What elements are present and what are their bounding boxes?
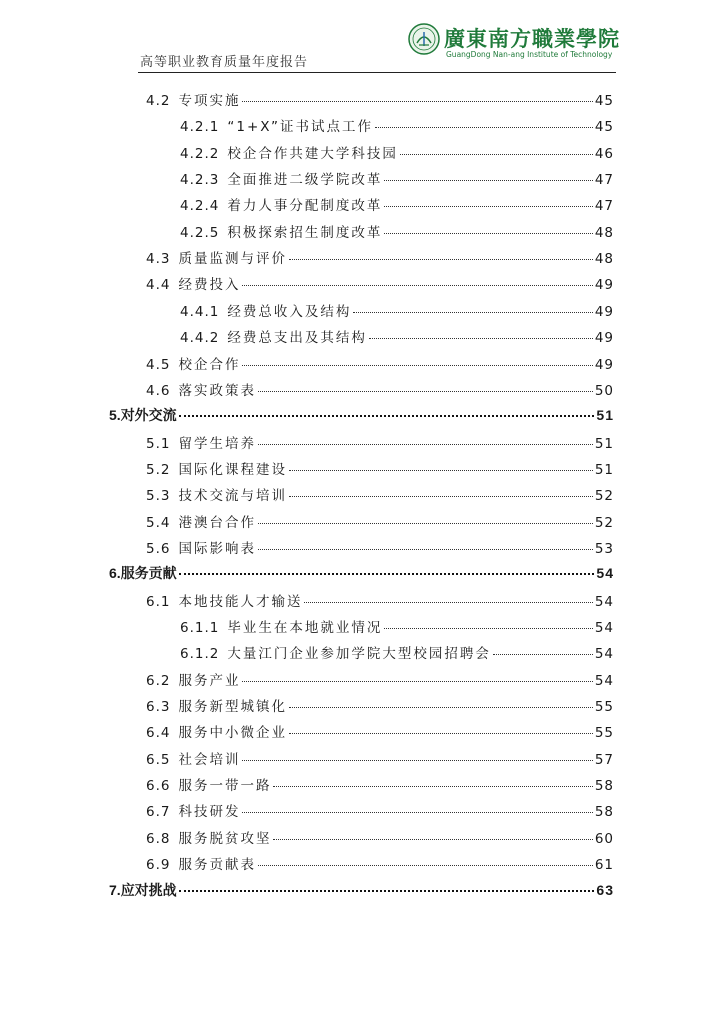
- toc-entry-title: 大量江门企业参加学院大型校园招聘会: [227, 646, 491, 663]
- toc-entry[interactable]: [146, 590, 614, 614]
- toc-entry[interactable]: [146, 89, 614, 113]
- toc-entry-title: 本地技能人才输送: [178, 593, 303, 610]
- toc-entry-number: 4.3: [146, 251, 171, 268]
- toc-entry-title: 校企合作共建大学科技园: [227, 145, 398, 162]
- toc-entry-number: 6.7: [146, 804, 171, 821]
- toc-dot-leader: [258, 865, 593, 866]
- toc-dot-leader: [242, 681, 592, 682]
- toc-dot-leader: [242, 812, 592, 813]
- toc-page-number: 45: [594, 119, 614, 136]
- toc-page-number: 49: [594, 303, 614, 320]
- toc-dot-leader: [384, 233, 592, 234]
- toc-dot-leader: [304, 602, 592, 603]
- toc-dot-leader: [289, 707, 593, 708]
- toc-dot-leader: [353, 312, 592, 313]
- toc-entry[interactable]: [146, 800, 614, 824]
- college-logo-english: GuangDong Nan-ang Institute of Technology: [446, 50, 613, 59]
- toc-dot-leader: [242, 101, 592, 102]
- toc-entry-number: 4.2.4: [180, 198, 220, 215]
- toc-entry-title: 服务中小微企业: [178, 725, 287, 742]
- toc-entry-number: 4.5: [146, 356, 171, 373]
- toc-entry-number: 4.4.1: [180, 303, 220, 320]
- toc-entry-number: 5.2: [146, 461, 171, 478]
- toc-dot-leader: [258, 523, 593, 524]
- toc-dot-leader: [400, 154, 593, 155]
- toc-entry-title: 国际影响表: [178, 540, 256, 557]
- toc-entry-number: 4.6: [146, 382, 171, 399]
- toc-entry-title: “1+X”证书试点工作: [227, 119, 373, 136]
- toc-entry-number: 6.5: [146, 751, 171, 768]
- toc-entry-number: 5.: [109, 407, 121, 424]
- toc-entry[interactable]: [146, 721, 614, 745]
- toc-entry[interactable]: [146, 669, 614, 693]
- toc-page-number: 57: [594, 751, 614, 768]
- toc-page-number: 63: [596, 881, 614, 898]
- toc-page-number: 51: [594, 461, 614, 478]
- toc-entry-title: 经费总支出及其结构: [227, 330, 367, 347]
- toc-entry[interactable]: [109, 405, 614, 429]
- toc-dot-leader: [384, 628, 592, 629]
- toc-entry-number: 6.2: [146, 672, 171, 689]
- toc-entry-number: 4.4.2: [180, 330, 220, 347]
- toc-entry[interactable]: [109, 880, 614, 904]
- toc-dot-leader: [289, 259, 593, 260]
- toc-entry-title: 落实政策表: [178, 382, 256, 399]
- toc-page-number: 61: [594, 857, 614, 874]
- toc-page-number: 54: [596, 565, 614, 582]
- toc-dot-leader: [179, 890, 595, 892]
- toc-entry[interactable]: [146, 432, 614, 456]
- toc-dot-leader: [369, 338, 593, 339]
- toc-entry-title: 服务贡献: [120, 565, 177, 582]
- toc-entry-title: 港澳台合作: [178, 514, 256, 531]
- toc-dot-leader: [273, 839, 592, 840]
- toc-entry[interactable]: [180, 642, 614, 666]
- toc-entry[interactable]: [146, 353, 614, 377]
- toc-entry[interactable]: [146, 273, 614, 297]
- toc-entry-number: 4.2.5: [180, 224, 220, 241]
- toc-page-number: 49: [594, 330, 614, 347]
- toc-page-number: 49: [594, 277, 614, 294]
- toc-dot-leader: [375, 127, 593, 128]
- toc-entry-number: 6.9: [146, 857, 171, 874]
- toc-page-number: 51: [596, 407, 614, 424]
- toc-entry[interactable]: [180, 616, 614, 640]
- toc-entry[interactable]: [146, 827, 614, 851]
- toc-entry-title: 经费投入: [178, 277, 241, 294]
- toc-entry-number: 6.4: [146, 725, 171, 742]
- toc-page-number: 45: [594, 93, 614, 109]
- toc-entry-title: 科技研发: [178, 804, 241, 821]
- toc-entry-title: 毕业生在本地就业情况: [227, 620, 383, 636]
- toc-entry-title: 国际化课程建设: [178, 461, 287, 478]
- toc-entry[interactable]: [146, 511, 614, 535]
- toc-page-number: 54: [594, 593, 614, 610]
- college-logo-name: 廣東南方職業學院: [444, 26, 620, 51]
- toc-entry-title: 积极探索招生制度改革: [227, 224, 383, 241]
- toc-page-number: 47: [594, 172, 614, 189]
- toc-entry-title: 全面推进二级学院改革: [227, 172, 383, 189]
- toc-entry-number: 6.1.1: [180, 620, 220, 636]
- toc-dot-leader: [289, 733, 593, 734]
- toc-entry-title: 应对挑战: [120, 881, 177, 898]
- toc-entry-number: 6.1.2: [180, 646, 220, 663]
- toc-dot-leader: [179, 573, 595, 575]
- toc-entry-title: 服务新型城镇化: [178, 699, 287, 716]
- toc-page-number: 54: [594, 646, 614, 663]
- toc-page-number: 49: [594, 356, 614, 373]
- toc-entry[interactable]: [180, 300, 614, 324]
- toc-dot-leader: [258, 549, 593, 550]
- toc-entry[interactable]: [109, 563, 614, 587]
- toc-entry-title: 留学生培养: [178, 435, 256, 452]
- toc-dot-leader: [384, 180, 592, 181]
- toc-entry-number: 6.: [109, 565, 121, 582]
- college-emblem-icon: [408, 23, 440, 55]
- toc-page-number: 47: [594, 198, 614, 215]
- toc-entry-number: 6.6: [146, 778, 171, 795]
- toc-entry-number: 4.2.2: [180, 145, 220, 162]
- toc-entry-title: 服务一带一路: [178, 778, 272, 795]
- toc-entry-title: 专项实施: [178, 93, 241, 109]
- toc-entry[interactable]: [146, 537, 614, 561]
- toc-entry-number: 4.2: [146, 93, 171, 109]
- toc-page-number: 58: [594, 778, 614, 795]
- toc-entry-title: 校企合作: [178, 356, 241, 373]
- toc-dot-leader: [242, 760, 592, 761]
- toc-dot-leader: [258, 391, 593, 392]
- toc-entry-number: 4.2.3: [180, 172, 220, 189]
- toc-entry-number: 7.: [109, 881, 121, 898]
- toc-page-number: 48: [594, 251, 614, 268]
- toc-dot-leader: [289, 496, 593, 497]
- toc-entry-title: 服务贡献表: [178, 857, 256, 874]
- header-divider: [138, 72, 616, 73]
- toc-entry-number: 5.3: [146, 488, 171, 505]
- page-header: [0, 0, 724, 80]
- toc-page-number: 53: [594, 540, 614, 557]
- toc-entry-title: 经费总收入及结构: [227, 303, 352, 320]
- toc-entry-title: 对外交流: [120, 407, 177, 424]
- toc-entry[interactable]: [146, 458, 614, 482]
- toc-entry[interactable]: [180, 326, 614, 350]
- toc-entry[interactable]: [146, 484, 614, 508]
- toc-entry-number: 5.4: [146, 514, 171, 531]
- toc-page-number: 54: [594, 672, 614, 689]
- toc-entry[interactable]: [180, 168, 614, 192]
- toc-page-number: 52: [594, 514, 614, 531]
- toc-entry-number: 5.6: [146, 540, 171, 557]
- toc-dot-leader: [258, 444, 593, 445]
- toc-entry-title: 技术交流与培训: [178, 488, 287, 505]
- toc-entry[interactable]: [146, 379, 614, 403]
- toc-dot-leader: [179, 415, 595, 417]
- toc-entry-number: 6.3: [146, 699, 171, 716]
- toc-page-number: 46: [594, 145, 614, 162]
- report-title: 高等职业教育质量年度报告: [140, 55, 309, 70]
- toc-entry-number: 4.4: [146, 277, 171, 294]
- toc-entry[interactable]: [180, 221, 614, 245]
- toc-page-number: 50: [594, 382, 614, 399]
- toc-page-number: 54: [594, 620, 614, 636]
- toc-entry-title: 社会培训: [178, 751, 241, 768]
- toc-page-number: 55: [594, 699, 614, 716]
- toc-page-number: 55: [594, 725, 614, 742]
- toc-entry[interactable]: [146, 695, 614, 719]
- toc-page-number: 48: [594, 224, 614, 241]
- toc-entry[interactable]: [146, 247, 614, 271]
- toc-entry[interactable]: [146, 774, 614, 798]
- toc-entry[interactable]: [180, 115, 614, 139]
- toc-entry[interactable]: [146, 853, 614, 877]
- toc-dot-leader: [384, 206, 592, 207]
- toc-entry[interactable]: [180, 142, 614, 166]
- toc-dot-leader: [493, 654, 593, 655]
- toc-entry[interactable]: [180, 194, 614, 218]
- toc-entry-title: 着力人事分配制度改革: [227, 198, 383, 215]
- toc-page-number: 51: [594, 435, 614, 452]
- toc-entry-number: 5.1: [146, 435, 171, 452]
- toc-entry-number: 4.2.1: [180, 119, 220, 136]
- toc-dot-leader: [242, 365, 592, 366]
- toc-page-number: 52: [594, 488, 614, 505]
- toc-entry[interactable]: [146, 748, 614, 772]
- toc-entry-title: 质量监测与评价: [178, 251, 287, 268]
- toc-dot-leader: [273, 786, 592, 787]
- toc-entry-number: 6.8: [146, 830, 171, 847]
- toc-page-number: 58: [594, 804, 614, 821]
- toc-dot-leader: [242, 285, 592, 286]
- toc-dot-leader: [289, 470, 593, 471]
- toc-entry-number: 6.1: [146, 593, 171, 610]
- toc-page-number: 60: [594, 830, 614, 847]
- toc-entry-title: 服务脱贫攻坚: [178, 830, 272, 847]
- toc-entry-title: 服务产业: [178, 672, 241, 689]
